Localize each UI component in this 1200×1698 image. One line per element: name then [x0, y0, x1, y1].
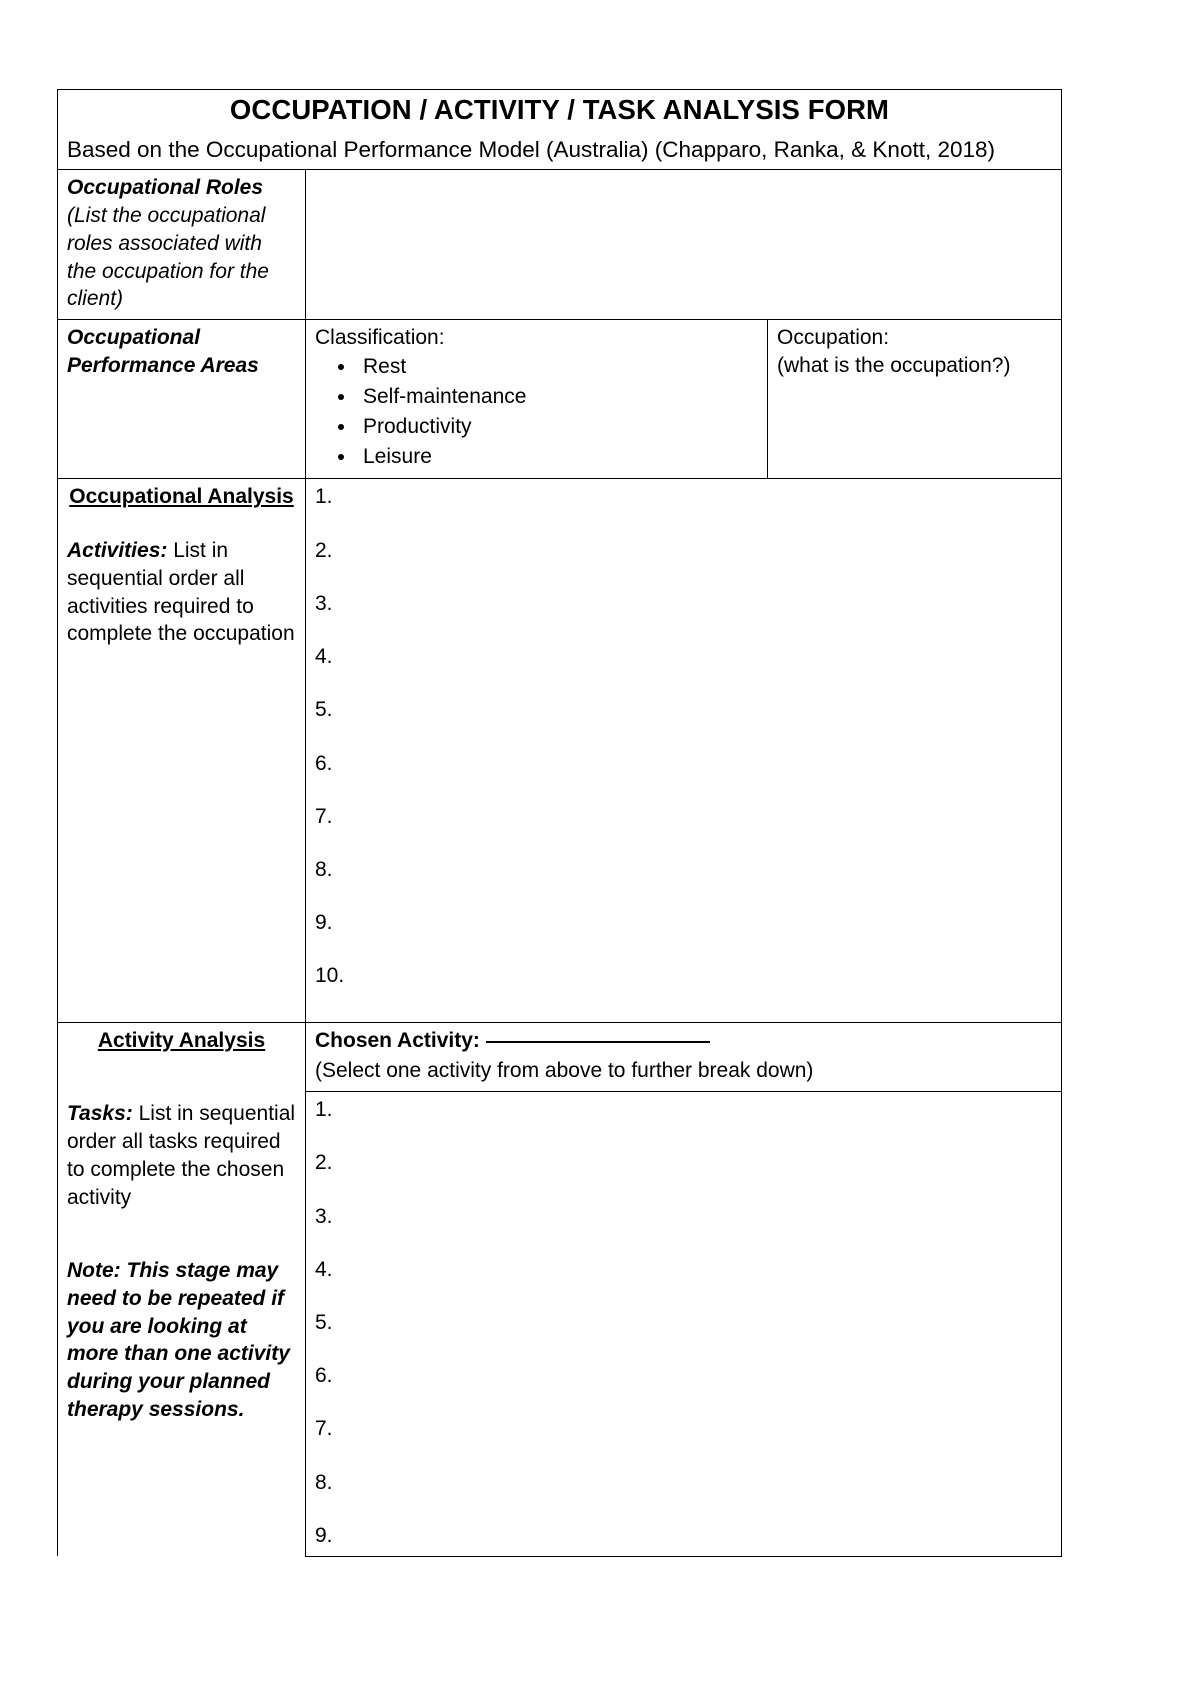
- chosen-activity-input[interactable]: [486, 1040, 710, 1043]
- activities-label: Activities:: [67, 539, 168, 563]
- tasks-list-cell: [306, 1092, 1062, 1556]
- occupational-analysis-label-cell: [58, 479, 306, 1022]
- occupational-roles-label: Occupational Roles: [67, 176, 264, 200]
- activity-analysis-note: Note: This stage may need to be repeated if you are looking at more than one activity during your planned therapy sessions.: [67, 1259, 290, 1421]
- list-item[interactable]: 10.: [315, 964, 345, 988]
- list-item[interactable]: 2.: [315, 1151, 333, 1175]
- list-item[interactable]: 9.: [315, 911, 333, 935]
- list-item[interactable]: 1.: [315, 1098, 333, 1122]
- occupation-label: Occupation:: [777, 326, 890, 350]
- activities-list-cell: [306, 479, 1062, 1022]
- classification-option[interactable]: • Self-maintenance: [357, 383, 758, 411]
- list-item[interactable]: 1.: [315, 485, 333, 509]
- occupation-hint: (what is the occupation?): [777, 353, 1011, 377]
- performance-areas-row: [58, 320, 1062, 479]
- classification-label: Classification:: [315, 326, 445, 350]
- list-item[interactable]: 8.: [315, 857, 333, 881]
- page-title: OCCUPATION / ACTIVITY / TASK ANALYSIS FORM: [229, 94, 890, 125]
- spacer: [67, 1054, 296, 1100]
- activity-analysis-label-cell: [58, 1022, 306, 1556]
- list-item[interactable]: 6.: [315, 751, 333, 775]
- list-item[interactable]: 4.: [315, 645, 333, 669]
- performance-areas-label: Occupational Performance Areas: [67, 326, 259, 377]
- occupational-roles-description: (List the occupational roles associated with the occupation for the client): [67, 204, 269, 311]
- classification-option[interactable]: • Productivity: [357, 413, 758, 441]
- tasks-number-list: [315, 1096, 1052, 1549]
- list-item[interactable]: 4.: [315, 1257, 333, 1281]
- subtitle-cell: [58, 132, 1062, 170]
- list-item[interactable]: 8.: [315, 1470, 333, 1494]
- tasks-label: Tasks:: [67, 1102, 133, 1126]
- occupational-analysis-heading: Occupational Analysis: [69, 485, 294, 509]
- list-item[interactable]: 9.: [315, 1523, 333, 1547]
- classification-cell: [306, 320, 768, 479]
- occupational-roles-label-cell: [58, 170, 306, 320]
- performance-areas-label-cell: [58, 320, 306, 479]
- list-item[interactable]: 6.: [315, 1364, 333, 1388]
- list-item[interactable]: 2.: [315, 538, 333, 562]
- list-item[interactable]: 7.: [315, 1417, 333, 1441]
- classification-options-list: [315, 353, 758, 471]
- occupational-roles-row: [58, 170, 1062, 320]
- list-item[interactable]: 3.: [315, 1204, 333, 1228]
- chosen-activity-cell: [306, 1022, 1062, 1091]
- list-item[interactable]: 3.: [315, 591, 333, 615]
- spacer: [67, 511, 296, 537]
- activities-number-list: [315, 483, 1052, 990]
- list-item[interactable]: 5.: [315, 698, 333, 722]
- title-row: [58, 90, 1062, 133]
- page-subtitle: Based on the Occupational Performance Model (Australia) (Chapparo, Ranka, & Knott, 2018): [67, 137, 996, 163]
- list-item[interactable]: 5.: [315, 1310, 333, 1334]
- spacer: [67, 1211, 296, 1257]
- list-item[interactable]: 7.: [315, 804, 333, 828]
- activities-description: List in sequential order all activities required to complete the occupation: [67, 539, 295, 646]
- classification-option[interactable]: • Leisure: [357, 443, 758, 471]
- occupational-roles-input[interactable]: [306, 170, 1062, 320]
- chosen-activity-label: Chosen Activity:: [315, 1028, 480, 1052]
- occupation-cell[interactable]: [768, 320, 1062, 479]
- occupational-analysis-row: [58, 479, 1062, 1022]
- tasks-description: List in sequential order all tasks required to complete the chosen activity: [67, 1102, 296, 1209]
- chosen-activity-hint: (Select one activity from above to further break down): [315, 1059, 814, 1083]
- subtitle-row: [58, 132, 1062, 170]
- chosen-activity-row: [315, 1027, 1052, 1085]
- activity-analysis-header-row: [58, 1022, 1062, 1091]
- activities-description-block: [67, 537, 296, 648]
- tasks-description-block: [67, 1100, 296, 1211]
- classification-option[interactable]: • Rest: [357, 353, 758, 381]
- task-analysis-form: [57, 89, 1062, 1557]
- activity-analysis-heading: Activity Analysis: [97, 1028, 266, 1052]
- title-cell: [58, 90, 1062, 133]
